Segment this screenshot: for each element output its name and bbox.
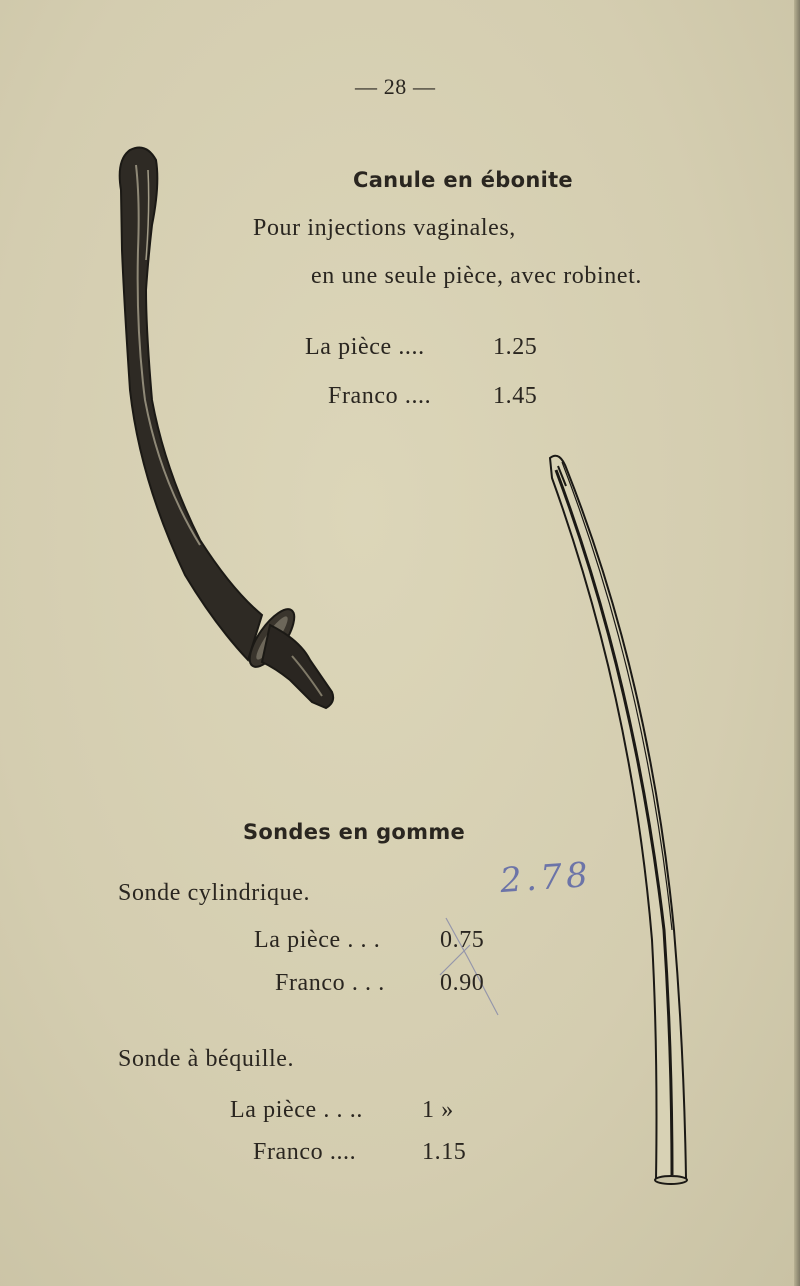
section-title-canule: Canule en ébonite [353,168,573,192]
sonde-cylindrique-price-franco-label: Franco . . . [275,970,385,996]
sonde-bequille-price-franco-label: Franco .... [253,1139,357,1165]
sonde-bequille-name: Sonde à béquille. [118,1046,295,1072]
handwritten-note: 2.78 [498,854,593,902]
sonde-cylindrique-name: Sonde cylindrique. [118,880,311,906]
canule-description-line1: Pour injections vaginales, [253,215,516,241]
sonde-cylindrique-price-piece-value: 0.75 [440,927,485,953]
canule-price-franco-label: Franco .... [328,383,432,409]
sonde-cylindrique-price-franco-value: 0.90 [440,970,485,996]
catheter-illustration [550,456,687,1184]
canule-price-piece-value: 1.25 [493,334,538,360]
sonde-bequille-price-franco-value: 1.15 [422,1139,467,1165]
section-title-sondes: Sondes en gomme [243,820,466,844]
canule-description-line2: en une seule pièce, avec robinet. [311,263,642,289]
page-number: — 28 — [355,74,436,99]
sonde-bequille-price-piece-value: 1 » [422,1097,454,1123]
sonde-cylindrique-price-piece-label: La pièce . . . [254,927,381,953]
canule-price-franco-value: 1.45 [493,383,538,409]
canule-price-piece-label: La pièce .... [305,334,425,360]
sonde-bequille-price-piece-label: La pièce . . .. [230,1097,363,1123]
